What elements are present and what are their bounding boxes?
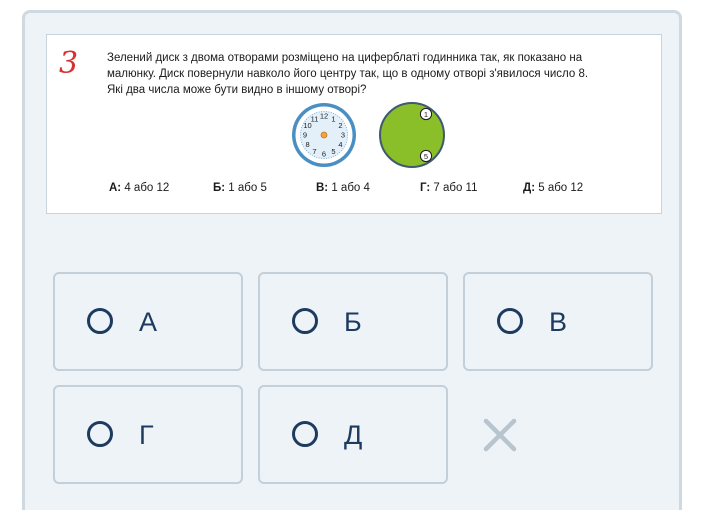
question-line: Зелений диск з двома отворами розміщено на циферблаті годинника так, як показано на: [107, 50, 647, 66]
clock-number: 4: [338, 140, 342, 149]
clock-number: 9: [303, 131, 307, 140]
answer-label: Д: [344, 420, 362, 450]
answer-label: Б: [344, 307, 362, 337]
option-d: Д: 5 або 12: [523, 182, 583, 194]
answer-button-v[interactable]: [463, 272, 653, 371]
option-b: Б: 1 або 5: [213, 182, 267, 194]
disk-hole-label: 1: [424, 110, 428, 119]
option-g: Г: 7 або 11: [420, 182, 478, 194]
clock-and-disk-figure: [290, 101, 450, 171]
clock-number: 8: [305, 140, 309, 149]
clock-number: 10: [303, 121, 311, 130]
answer-label: В: [549, 307, 567, 337]
clock-number: 3: [341, 131, 345, 140]
task-question: [107, 50, 647, 98]
answer-button-g[interactable]: [53, 385, 243, 484]
radio-circle-icon[interactable]: [497, 308, 523, 334]
option-v: В: 1 або 4: [316, 182, 370, 194]
question-line: Які два числа може бути видно в іншому отворі?: [107, 82, 647, 98]
radio-circle-icon[interactable]: [87, 421, 113, 447]
answer-button-b[interactable]: [258, 272, 448, 371]
answer-button-a[interactable]: [53, 272, 243, 371]
close-x-icon[interactable]: [480, 415, 520, 455]
answer-label: А: [139, 307, 157, 337]
radio-circle-icon[interactable]: [87, 308, 113, 334]
disk-hole-label: 5: [424, 152, 428, 161]
answer-label: Г: [139, 420, 154, 450]
radio-circle-icon[interactable]: [292, 308, 318, 334]
green-disk-icon: [380, 103, 444, 167]
clock-number: 11: [311, 114, 319, 123]
clock-face-icon: [292, 103, 356, 167]
clock-number: 7: [312, 147, 316, 156]
answer-options-list: [109, 182, 649, 198]
answer-button-d[interactable]: [258, 385, 448, 484]
task-card: [46, 34, 662, 214]
option-a: А: 4 або 12: [109, 182, 169, 194]
radio-circle-icon[interactable]: [292, 421, 318, 447]
clock-number: 5: [331, 147, 335, 156]
task-number: 3: [59, 49, 78, 79]
clock-number: 12: [320, 112, 328, 121]
question-line: малюнку. Диск повернули навколо його центру так, що в одному отворі з'явилося число 8.: [107, 66, 647, 82]
clock-number: 2: [338, 121, 342, 130]
clock-number: 6: [322, 150, 326, 159]
clock-number: 1: [331, 114, 335, 123]
